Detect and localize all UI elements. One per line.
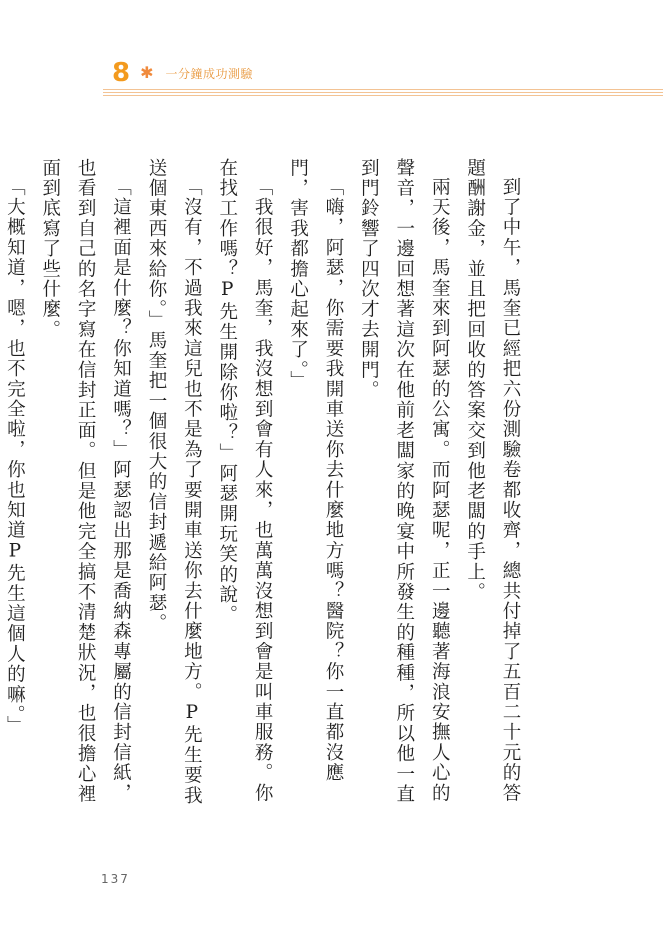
chapter-number: 8 (112, 58, 131, 88)
paragraph: 「這裡面是什麼？你知道嗎？」阿瑟認出那是喬納森專屬的信封信紙，也看到自己的名字寫在信封正面。但是他完全搞不清楚狀況，也很擔心裡面到底寫了些什麼。 (39, 158, 132, 805)
paragraph: 「嗨，阿瑟，你需要我開車送你去什麼地方嗎？醫院？你一直都沒應門，害我都擔心起來了。」 (287, 158, 344, 783)
header-rule-line (103, 95, 663, 96)
running-header (112, 58, 253, 88)
asterisk-star-icon: ✱ (140, 63, 154, 82)
header-rule-line (103, 89, 663, 90)
book-title: 一分鐘成功測驗 (165, 66, 254, 81)
paragraph: 到了中午，馬奎已經把六份測驗卷都收齊，總共付掉了五百二十元的答題酬謝金，並且把回收的答案交到他老闆的手上。 (464, 158, 521, 803)
vertical-body-text (0, 158, 528, 808)
paragraph: 「大概知道，嗯，也不完全啦，你也知道P先生這個人的嘛。」 (4, 176, 26, 736)
paragraph: 兩天後，馬奎來到阿瑟的公寓。而阿瑟呢，正一邊聽著海浪安撫人心的聲音，一邊回想著這次在他前老闆家的晚宴中所發生的種種，所以他一直到門鈴響了四次才去開門。 (358, 158, 451, 805)
paragraph: 「我很好，馬奎，我沒想到會有人來，也萬萬沒想到會是叫車服務。你在找工作嗎？P先生開除你啦？」阿瑟開玩笑的說。 (216, 158, 274, 803)
page-number: 137 (101, 872, 130, 886)
header-rule-line (103, 92, 663, 93)
paragraph: 「沒有，不過我來這兒也不是為了要開車送你去什麼地方。P先生要我送個東西來給你。」馬奎把一個很大的信封遞給阿瑟。 (145, 158, 203, 806)
